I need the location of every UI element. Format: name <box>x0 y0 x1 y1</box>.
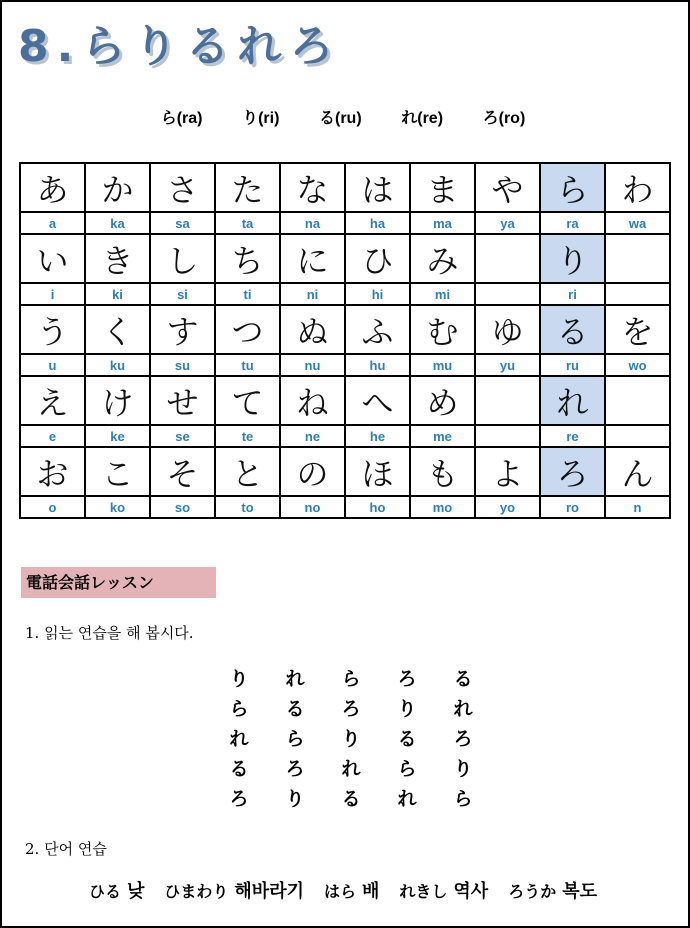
drill-char: る <box>341 788 361 810</box>
vocab-korean: 해바라기 <box>234 881 304 902</box>
drill-char: る <box>397 728 417 750</box>
romaji-cell: ke <box>85 425 150 447</box>
kana-cell <box>605 234 670 283</box>
subtitle-ro: ろ(ro) <box>482 110 526 127</box>
vocab-japanese: はら <box>323 882 356 901</box>
kana-cell: を <box>605 305 670 354</box>
lesson-label: 電話会話レッスン <box>21 567 216 598</box>
subtitle-ra: ら(ra) <box>160 110 203 127</box>
kana-cell: お <box>20 447 85 496</box>
drill-char: ら <box>229 698 249 720</box>
romaji-cell: nu <box>280 354 345 376</box>
kana-cell: さ <box>150 163 215 212</box>
kana-cell: う <box>20 305 85 354</box>
drill-char: ろ <box>341 698 361 720</box>
kana-cell: の <box>280 447 345 496</box>
vocab-korean: 배 <box>362 881 380 902</box>
romaji-cell: ne <box>280 425 345 447</box>
romaji-cell: mi <box>410 283 475 305</box>
romaji-cell: ro <box>540 496 605 518</box>
kana-cell: ね <box>280 376 345 425</box>
kana-cell: み <box>410 234 475 283</box>
kana-cell <box>475 376 540 425</box>
drill-char: り <box>397 698 417 720</box>
romaji-cell: ya <box>475 212 540 234</box>
kana-cell: と <box>215 447 280 496</box>
kana-cell: れ <box>540 376 605 425</box>
romaji-row <box>20 496 670 518</box>
romaji-cell: ru <box>540 354 605 376</box>
romaji-cell: u <box>20 354 85 376</box>
vocab-item <box>508 877 597 903</box>
vocabulary-list <box>0 877 686 903</box>
romaji-cell <box>605 425 670 447</box>
romaji-cell: ki <box>85 283 150 305</box>
vocab-korean: 역사 <box>453 881 489 902</box>
romaji-cell: no <box>280 496 345 518</box>
kana-cell: す <box>150 305 215 354</box>
romaji-cell: e <box>20 425 85 447</box>
romaji-cell: na <box>280 212 345 234</box>
subtitle-ri: り(ri) <box>242 110 280 127</box>
kana-cell: く <box>85 305 150 354</box>
romaji-cell: ma <box>410 212 475 234</box>
kana-cell: き <box>85 234 150 283</box>
romaji-cell: hu <box>345 354 410 376</box>
kana-cell: い <box>20 234 85 283</box>
romaji-cell: ka <box>85 212 150 234</box>
vocab-item <box>324 877 379 903</box>
drill-char: り <box>453 758 473 780</box>
kana-cell: あ <box>20 163 85 212</box>
romaji-cell: ni <box>280 283 345 305</box>
drill-char: ろ <box>285 758 305 780</box>
romaji-cell: su <box>150 354 215 376</box>
kana-cell: ら <box>540 163 605 212</box>
romaji-cell: ta <box>215 212 280 234</box>
kana-cell: よ <box>475 447 540 496</box>
romaji-row <box>20 354 670 376</box>
vocab-japanese: ひる <box>89 882 122 901</box>
vocab-japanese: ひまわり <box>164 882 229 901</box>
kana-cell: に <box>280 234 345 283</box>
subtitle-re: れ(re) <box>401 110 444 127</box>
kana-row <box>20 305 670 354</box>
drill-char: れ <box>229 728 249 750</box>
drill-row <box>211 754 491 784</box>
subtitle-ru: る(ru) <box>319 110 362 127</box>
kana-cell: け <box>85 376 150 425</box>
drill-char: り <box>285 788 305 810</box>
romaji-cell: so <box>150 496 215 518</box>
reading-drill <box>211 664 491 814</box>
vocab-korean: 낮 <box>127 881 145 902</box>
romaji-row <box>20 212 670 234</box>
kana-cell: や <box>475 163 540 212</box>
drill-char: ら <box>453 788 473 810</box>
kana-row <box>20 163 670 212</box>
subtitle-row <box>0 105 686 128</box>
romaji-cell: me <box>410 425 475 447</box>
romaji-cell <box>475 283 540 305</box>
kana-cell: て <box>215 376 280 425</box>
kana-cell: る <box>540 305 605 354</box>
kana-cell: め <box>410 376 475 425</box>
kana-cell: ま <box>410 163 475 212</box>
kana-row <box>20 234 670 283</box>
drill-row <box>211 694 491 724</box>
romaji-cell: mo <box>410 496 475 518</box>
romaji-row <box>20 425 670 447</box>
drill-char: り <box>341 728 361 750</box>
romaji-cell: sa <box>150 212 215 234</box>
romaji-cell: yo <box>475 496 540 518</box>
vocab-item <box>89 877 144 903</box>
romaji-cell: a <box>20 212 85 234</box>
romaji-cell: wa <box>605 212 670 234</box>
hiragana-table <box>19 162 671 519</box>
romaji-cell: he <box>345 425 410 447</box>
romaji-cell: i <box>20 283 85 305</box>
romaji-cell <box>605 283 670 305</box>
kana-cell: ん <box>605 447 670 496</box>
vocab-japanese: れきし <box>399 882 448 901</box>
romaji-cell: se <box>150 425 215 447</box>
romaji-cell: ku <box>85 354 150 376</box>
page-title: 8.らりるれろ <box>18 21 342 72</box>
kana-row <box>20 376 670 425</box>
drill-char: る <box>229 758 249 780</box>
drill-row <box>211 784 491 814</box>
kana-cell: ほ <box>345 447 410 496</box>
drill-char: る <box>453 668 473 690</box>
romaji-cell: yu <box>475 354 540 376</box>
romaji-cell: o <box>20 496 85 518</box>
kana-cell: ぬ <box>280 305 345 354</box>
drill-char: れ <box>453 698 473 720</box>
romaji-cell <box>475 425 540 447</box>
vocab-korean: 복도 <box>562 881 597 902</box>
drill-char: ら <box>285 728 305 750</box>
kana-cell: な <box>280 163 345 212</box>
kana-cell: は <box>345 163 410 212</box>
drill-row <box>211 724 491 754</box>
romaji-cell: ko <box>85 496 150 518</box>
romaji-cell: ri <box>540 283 605 305</box>
vocab-japanese: ろうか <box>508 882 557 901</box>
romaji-cell: to <box>215 496 280 518</box>
romaji-cell: te <box>215 425 280 447</box>
kana-cell: ろ <box>540 447 605 496</box>
drill-char: れ <box>397 788 417 810</box>
kana-row <box>20 447 670 496</box>
kana-cell <box>475 234 540 283</box>
romaji-cell: n <box>605 496 670 518</box>
romaji-cell: wo <box>605 354 670 376</box>
kana-cell: む <box>410 305 475 354</box>
drill-char: ろ <box>229 788 249 810</box>
drill-char: れ <box>285 668 305 690</box>
drill-char: ら <box>397 758 417 780</box>
kana-cell: た <box>215 163 280 212</box>
kana-cell: こ <box>85 447 150 496</box>
question-1: 1. 읽는 연습을 해 봅시다. <box>25 624 194 642</box>
kana-cell: ひ <box>345 234 410 283</box>
kana-cell: ふ <box>345 305 410 354</box>
drill-char: ろ <box>397 668 417 690</box>
kana-cell <box>605 376 670 425</box>
kana-cell: つ <box>215 305 280 354</box>
kana-cell: ち <box>215 234 280 283</box>
kana-cell: ゆ <box>475 305 540 354</box>
vocab-item <box>164 877 304 903</box>
kana-cell: し <box>150 234 215 283</box>
kana-cell: か <box>85 163 150 212</box>
romaji-cell: ha <box>345 212 410 234</box>
drill-char: ろ <box>453 728 473 750</box>
romaji-row <box>20 283 670 305</box>
kana-cell: そ <box>150 447 215 496</box>
vocab-item <box>399 877 488 903</box>
drill-char: る <box>285 698 305 720</box>
romaji-cell: si <box>150 283 215 305</box>
romaji-cell: ra <box>540 212 605 234</box>
romaji-cell: tu <box>215 354 280 376</box>
question-2: 2. 단어 연습 <box>25 840 107 858</box>
kana-cell: え <box>20 376 85 425</box>
drill-char: れ <box>341 758 361 780</box>
romaji-cell: hi <box>345 283 410 305</box>
drill-char: り <box>229 668 249 690</box>
romaji-cell: ti <box>215 283 280 305</box>
kana-cell: へ <box>345 376 410 425</box>
kana-cell: り <box>540 234 605 283</box>
kana-cell: せ <box>150 376 215 425</box>
romaji-cell: mu <box>410 354 475 376</box>
kana-cell: も <box>410 447 475 496</box>
romaji-cell: re <box>540 425 605 447</box>
romaji-cell: ho <box>345 496 410 518</box>
kana-cell: わ <box>605 163 670 212</box>
drill-char: ら <box>341 668 361 690</box>
drill-row <box>211 664 491 694</box>
